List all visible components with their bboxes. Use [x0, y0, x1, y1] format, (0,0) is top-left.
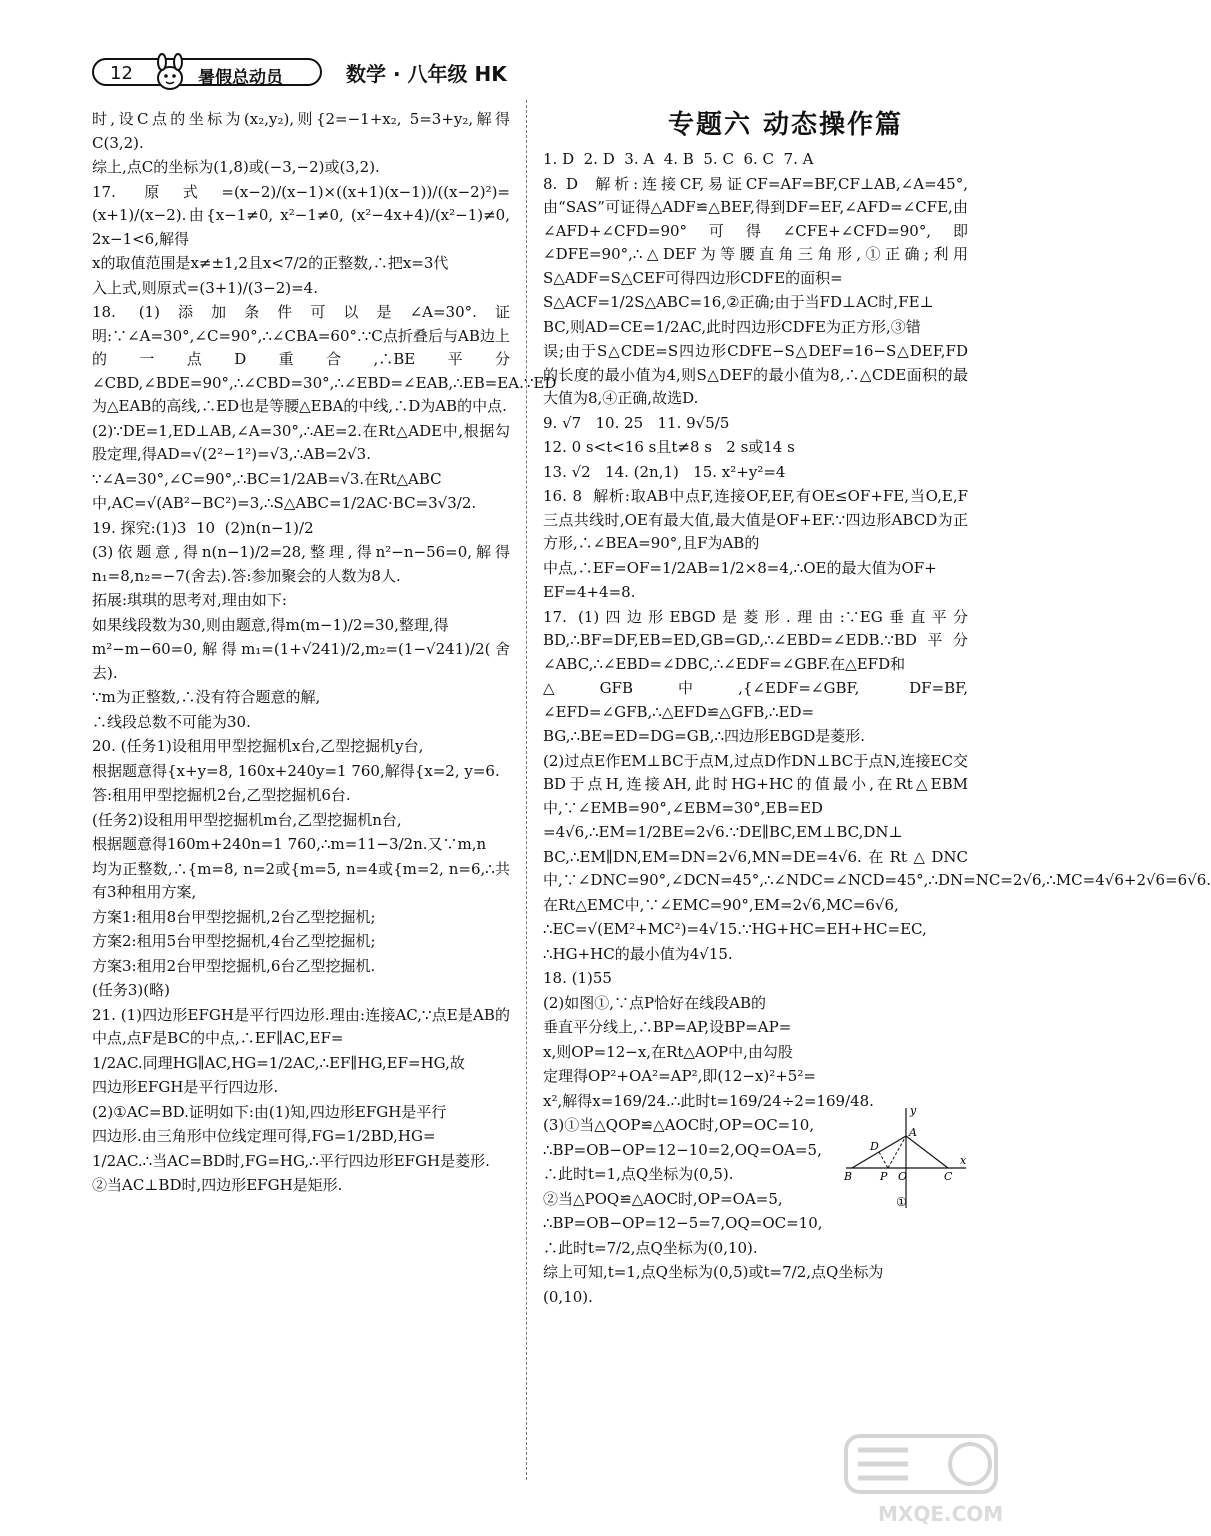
figure-label: C [944, 1170, 953, 1183]
text-line: =4√6,∴EM=1/2BE=2√6.∵DE∥BC,EM⊥BC,DN⊥ [543, 823, 903, 841]
text-line: (2)∵DE=1,ED⊥AB,∠A=30°,∴AE=2.在Rt△ADE中,根据勾股定理,得AD=√(2²−1²)=√3,∴AB=2√3. [92, 421, 510, 463]
watermark [838, 1430, 1008, 1530]
text-line: 方案2:租用5台甲型挖掘机,4台乙型挖掘机; [92, 932, 376, 950]
text-line: BG,∴BE=ED=DG=GB,∴四边形EBGD是菱形. [543, 727, 866, 745]
text-line: ∵∠A=30°,∠C=90°,∴BC=1/2AB=√3.在Rt△ABC [92, 469, 442, 488]
text-line: ∴HG+HC的最小值为4√15. [543, 944, 733, 963]
text-line: EF=4+4=8. [543, 583, 636, 601]
text-line: 综上,点C的坐标为(1,8)或(−3,−2)或(3,2). [92, 158, 380, 176]
text-line: ∴线段总数不可能为30. [92, 712, 251, 731]
text-line: 21. (1)四边形EFGH是平行四边形.理由:连接AC,∵点E是AB的中点,点F是BC的中点,∴EF∥AC,EF= [92, 1005, 510, 1047]
text-line: 拓展:琪琪的思考对,理由如下: [92, 591, 287, 609]
text-line: 17. (1)四边形EBGD是菱形.理由:∵EG垂直平分BD,∴BF=DF,EB=ED,GB=GD,∴∠EBD=∠EDB.∵BD平分∠ABC,∴∠EBD=∠DBC,∴∠EDF=∠GBF.在△EFD和 [543, 607, 968, 673]
text-line: (3)①当△QOP≌△AOC时,OP=OC=10, [543, 1116, 815, 1134]
figure-label: y [910, 1104, 917, 1117]
header-badge [92, 58, 322, 86]
column-divider [526, 100, 527, 1480]
text-line: x的取值范围是x≠±1,2且x<7/2的正整数,∴把x=3代 [92, 254, 449, 272]
text-line: 根据题意得{x+y=8, 160x+240y=1 760,解得{x=2, y=6. [92, 761, 500, 780]
text-line: (3)依题意,得n(n−1)/2=28,整理,得n²−n−56=0,解得n₁=8,n₂=−7(舍去).答:参加聚会的人数为8人. [92, 543, 510, 585]
text-line: 误;由于S△CDE=S四边形CDFE−S△DEF=16−S△DEF,FD的长度的最小值为4,则S△DEF的最小值为8,∴△CDE面积的最大值为8,④正确,故选D. [543, 342, 968, 407]
text-line: ②当△POQ≌△AOC时,OP=OA=5, [543, 1189, 783, 1208]
text-line: 答:租用甲型挖掘机2台,乙型挖掘机6台. [92, 786, 351, 804]
figure-label: O [898, 1170, 908, 1183]
text-line: 四边形.由三角形中位线定理可得,FG=1/2BD,HG= [92, 1127, 436, 1145]
text-line: BC,则AD=CE=1/2AC,此时四边形CDFE为正方形,③错 [543, 317, 921, 336]
text-line: 1/2AC.同理HG∥AC,HG=1/2AC,∴EF∥HG,EF=HG,故 [92, 1053, 465, 1072]
figure-label: x [960, 1154, 967, 1167]
text-line: 19. 探究:(1)3 10 (2)n(n−1)/2 [92, 518, 314, 537]
text-line: 定理得OP²+OA²=AP²,即(12−x)²+5²= [543, 1067, 816, 1085]
text-line: ∴此时t=1,点Q坐标为(0,5). [543, 1165, 734, 1183]
text-line: 综上可知,t=1,点Q坐标为(0,5)或t=7/2,点Q坐标为 [543, 1263, 884, 1281]
figure-label: B [844, 1170, 853, 1183]
perpendicular-bisector [879, 1152, 888, 1168]
text-line: m²−m−60=0,解得m₁=(1+√241)/2,m₂=(1−√241)/2(舍去). [92, 640, 510, 682]
subject-grade: 数学 · 八年级 HK [346, 62, 507, 86]
section-title: 专题六 动态操作篇 [667, 110, 904, 140]
text-line: 垂直平分线上,∴BP=AP,设BP=AP= [543, 1018, 792, 1036]
text-line: 时,设C点的坐标为(x₂,y₂),则{2=−1+x₂, 5=3+y₂,解得C(3,2). [92, 110, 510, 152]
text-line: 16. 8 解析:取AB中点F,连接OF,EF,有OE≤OF+FE,当O,E,F三点共线时,OE有最大值,最大值是OF+EF.∵四边形ABCD为正方形,∴∠BEA=90°,且F为AB的 [543, 487, 968, 552]
text-line: 在Rt△EMC中,∵∠EMC=90°,EM=2√6,MC=6√6, [543, 895, 899, 914]
page-header [92, 56, 552, 90]
watermark-logo-icon [838, 1430, 1008, 1504]
text-line: ②当AC⊥BD时,四边形EFGH是矩形. [92, 1176, 343, 1194]
mascot-icon [148, 54, 192, 94]
page-number: 12 [110, 63, 133, 84]
text-line: ∴BP=OB−OP=12−10=2,OQ=OA=5, [543, 1140, 822, 1159]
segment-ac [906, 1136, 948, 1168]
text-line: (任务3)(略) [92, 981, 170, 999]
brand-name: 暑假总动员 [198, 68, 283, 88]
text-line: 根据题意得160m+240n=1 760,∴m=11−3/2n.又∵m,n [92, 835, 487, 853]
figure-label: D [870, 1140, 879, 1153]
figure-label: A [909, 1126, 917, 1139]
text-line: △GFB中,{∠EDF=∠GBF, DF=BF, ∠EFD=∠GFB,∴△EFD≌△GFB,∴ED= [543, 679, 973, 721]
text-line: x²,解得x=169/24.∴此时t=169/24÷2=169/48. [543, 1091, 874, 1110]
text-line: (2)①AC=BD.证明如下:由(1)知,四边形EFGH是平行 [92, 1102, 447, 1121]
text-line: 9. √7 10. 25 11. 9√5/5 [543, 413, 730, 432]
text-line: 1. D 2. D 3. A 4. B 5. C 6. C 7. A [543, 150, 814, 168]
text-line: 如果线段数为30,则由题意,得m(m−1)/2=30,整理,得 [92, 615, 449, 634]
text-line: (0,10). [543, 1287, 593, 1306]
watermark-url: MXQE.COM [878, 1502, 1004, 1526]
text-line: ∴此时t=7/2,点Q坐标为(0,10). [543, 1238, 758, 1257]
text-line: 17. 原式=(x−2)/(x−1)×((x+1)(x−1))/((x−2)²)=(x+1)/(x−2).由{x−1≠0, x²−1≠0, (x²−4x+4)/(x²−1)≠0, 2x−1<6,解得 [92, 182, 515, 248]
text-line: ∴BP=OB−OP=12−5=7,OQ=OC=10, [543, 1214, 823, 1232]
text-line: ∴EC=√(EM²+MC²)=4√15.∵HG+HC=EH+HC=EC, [543, 920, 927, 938]
text-line: 18. (1)55 [543, 969, 612, 987]
text-line: 四边形EFGH是平行四边形. [92, 1078, 279, 1096]
figure-label: P [880, 1170, 888, 1183]
text-line: 入上式,则原式=(3+1)/(3−2)=4. [92, 278, 318, 297]
text-line: 方案1:租用8台甲型挖掘机,2台乙型挖掘机; [92, 907, 376, 926]
text-line: 8. D 解析:连接CF,易证CF=AF=BF,CF⊥AB,∠A=45°,由“SAS”可证得△ADF≌△BEF,得到DF=EF,∠AFD=∠CFE,由∠AFD+∠CFD=90°可得∠CFE+∠CFD=90°,即∠DFE=90°,∴△DEF为等腰直角三角形,①正确;利用S△ADF=S△CEF可得四边形CDFE的面积= [543, 174, 968, 287]
text-line: 12. 0 s<t<16 s且t≠8 s 2 s或14 s [543, 438, 795, 456]
text-line: (2)如图①,∵点P恰好在线段AB的 [543, 993, 766, 1012]
text-line: 均为正整数,∴{m=8, n=2或{m=5, n=4或{m=2, n=6,∴共有3种租用方案, [92, 859, 510, 901]
left-column [92, 108, 557, 1199]
text-line: 13. √2 14. (2n,1) 15. x²+y²=4 [543, 462, 786, 481]
text-line: (2)过点E作EM⊥BC于点M,过点D作DN⊥BC于点N,连接EC交BD于点H,连接AH,此时HG+HC的值最小,在Rt△EBM中,∵∠EMB=90°,∠EBM=30°,EB=ED [543, 751, 968, 817]
text-line: S△ACF=1/2S△ABC=16,②正确;由于当FD⊥AC时,FE⊥ [543, 293, 934, 311]
text-line: 方案3:租用2台甲型挖掘机,6台乙型挖掘机. [92, 956, 376, 975]
figure-caption: ① [896, 1195, 907, 1209]
coordinate-figure [842, 1104, 972, 1214]
text-line: 1/2AC.∴当AC=BD时,FG=HG,∴平行四边形EFGH是菱形. [92, 1151, 490, 1170]
text-line: BC,∴EM∥DN,EM=DN=2√6,MN=DE=4√6.在Rt△DNC中,∵∠DNC=90°,∠DCN=45°,∴∠NDC=∠NCD=45°,∴DN=NC=2√6,∴MC=4√6+2√6=6√6. [543, 847, 1211, 889]
text-line: 18. (1)添加条件可以是∠A=30°.证明:∵∠A=30°,∠C=90°,∴∠CBA=60°.∵C点折叠后与AB边上的一点D重合,∴BE平分∠CBD,∠BDE=90°,∴∠CBD=30°,∴∠EBD=∠EAB,∴EB=EA.∵ED为△EAB的高线,∴ED也是等腰△EBA的中线,∴D为AB的中点. [92, 303, 557, 415]
text-line: 中点,∴EF=OF=1/2AB=1/2×8=4,∴OE的最大值为OF+ [543, 558, 937, 577]
text-line: ∵m为正整数,∴没有符合题意的解, [92, 688, 321, 706]
text-line: 中,AC=√(AB²−BC²)=3,∴S△ABC=1/2AC·BC=3√3/2. [92, 494, 477, 512]
text-line: x,则OP=12−x,在Rt△AOP中,由勾股 [543, 1042, 793, 1061]
text-line: 20. (任务1)设租用甲型挖掘机x台,乙型挖掘机y台, [92, 737, 424, 755]
text-line: (任务2)设租用甲型挖掘机m台,乙型挖掘机n台, [92, 810, 402, 829]
